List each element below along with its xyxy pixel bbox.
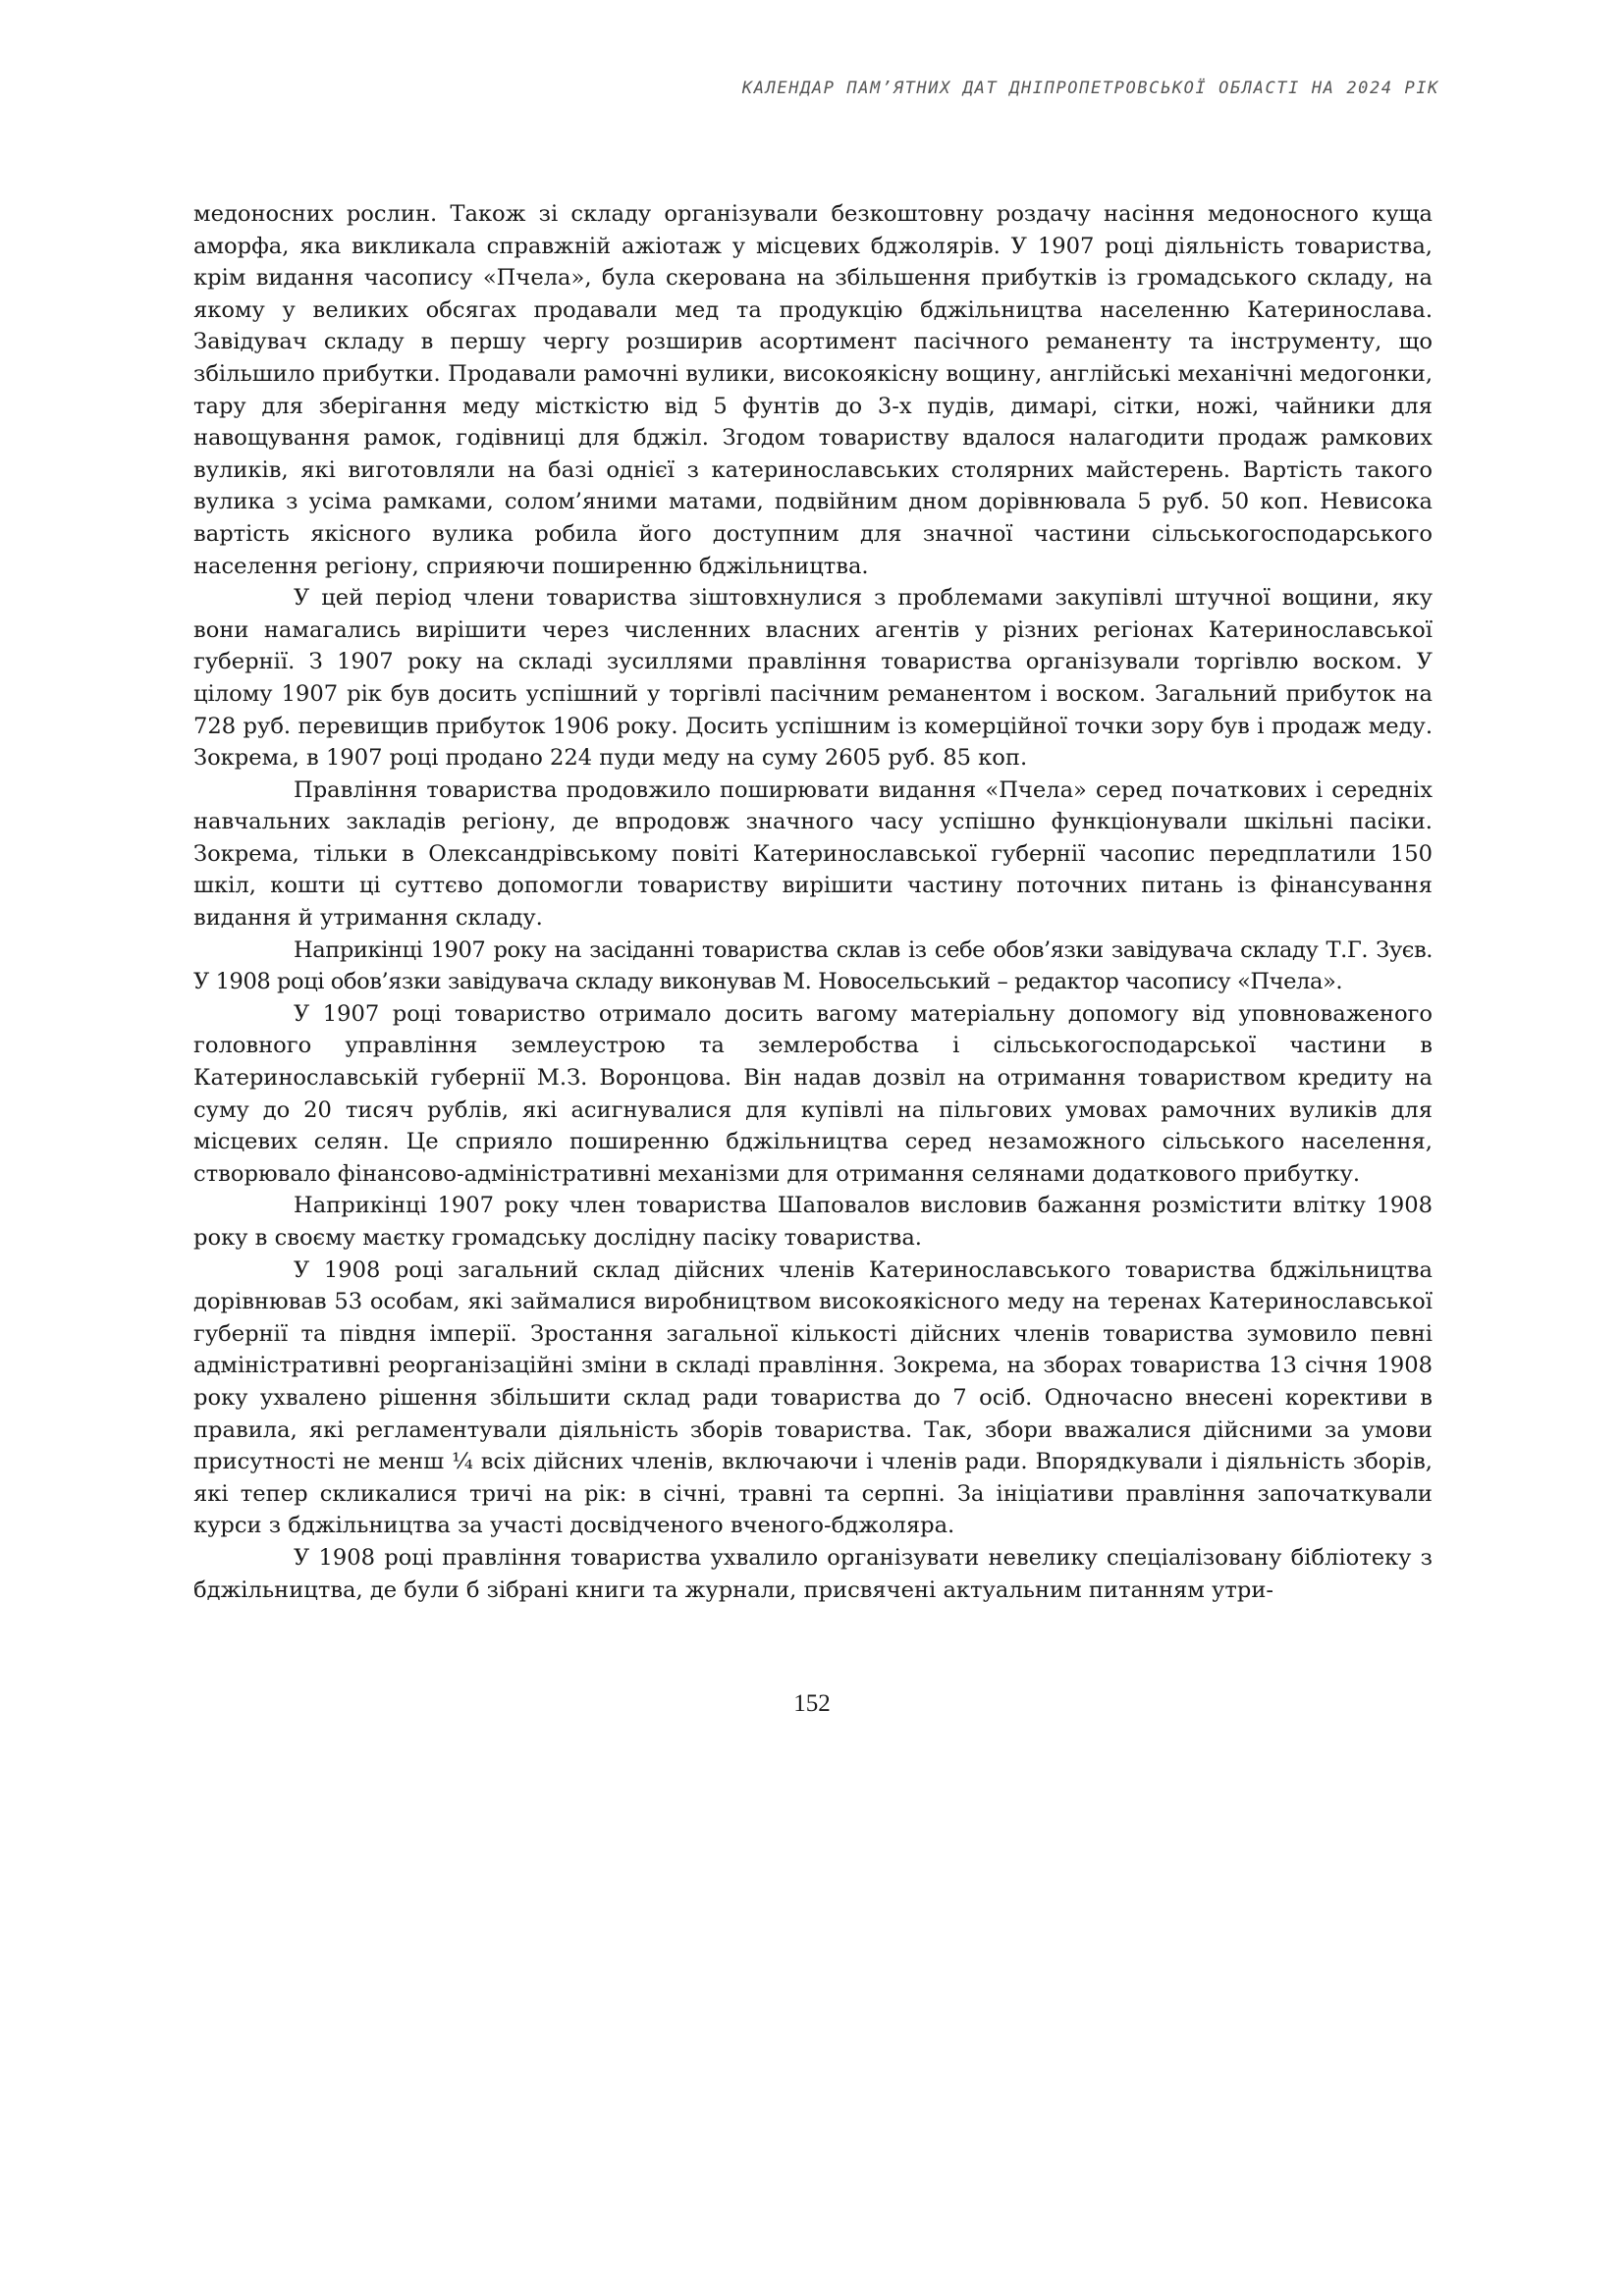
page-number: 152 (793, 1690, 831, 1717)
running-header: КАЛЕНДАР ПАМ’ЯТНИХ ДАТ ДНІПРОПЕТРОВСЬКОЇ ОБЛАСТІ НА 2024 РІК (741, 79, 1439, 98)
paragraph: медоносних рослин. Також зі складу організували безкоштовну роздачу насіння медоносного куща аморфа, яка викликала справжній ажіотаж у місцевих бджолярів. У 1907 році діяльність товариства, крім видання часопису «Пчела», була скерована на збільшення прибутків із громадського складу, на якому у великих обсягах продавали мед та продукцію бджільництва населенню Катеринослава. Завідувач складу в першу чергу розширив асортимент пасічного реманенту та інструменту, що збільшило прибутки. Продавали рамочні вулики, високоякісну вощину, англійські механічні медогонки, тару для зберігання меду місткістю від 5 фунтів до 3-х пудів, димарі, сітки, ножі, чайники для навощування рамок, годівниці для бджіл. Згодом товариству вдалося налагодити продаж рамкових вуликів, які виготовляли на базі однієї з катеринославських столярних майстерень. Вартість такого вулика з усіма рамками, солом’яними матами, подвійним дном дорівнювала 5 руб. 50 коп. Невисока вартість якісного вулика робила його доступним для значної частини сільськогосподарського населення регіону, сприяючи поширенню бджільництва. (193, 201, 1433, 579)
paragraph: Наприкінці 1907 року на засіданні товариства склав із себе обов’язки завідувача складу Т.Г. Зуєв. У 1908 році обов’язки завідувача складу виконував М. Новосельський – редактор часопису «Пчела». (193, 936, 1433, 995)
paragraph: У 1908 році правління товариства ухвалило організувати невелику спеціалізовану бібліотеку з бджільництва, де були б зібрані книги та журнали, присвячені актуальним питанням утри- (193, 1544, 1433, 1603)
paragraph: Наприкінці 1907 року член товариства Шаповалов висловив бажання розмістити влітку 1908 року в своєму маєтку громадську дослідну пасіку товариства. (193, 1193, 1433, 1251)
paragraph: У 1908 році загальний склад дійсних членів Катеринославського товариства бджільництва дорівнював 53 особам, які займалися виробництвом високоякісного меду на теренах Катеринославської губернії та півдня імперії. Зростання загальної кількості дійсних членів товариства зумовило певні адміністративні реорганізаційні зміни в складі правління. Зокрема, на зборах товариства 13 січня 1908 року ухвалено рішення збільшити склад ради товариства до 7 осіб. Одночасно внесені корективи в правила, які регламентували діяльність зборів товариства. Так, збори вважалися дійсними за умови присутності не менш ¼ всіх дійсних членів, включаючи і членів ради. Впорядкували і діяльність зборів, які тепер скликалися тричі на рік: в січні, травні та серпні. За ініціативи правління започаткували курси з бджільництва за участі досвідченого вченого-бджоляра. (193, 1256, 1433, 1539)
paragraph: У цей період члени товариства зіштовхнулися з проблемами закупівлі штучної вощини, яку вони намагались вирішити через численних власних агентів у різних регіонах Катеринославської губернії. З 1907 року на складі зусиллями правління товариства організували торгівлю воском. У цілому 1907 рік був досить успішний у торгівлі пасічним реманентом і воском. Загальний прибуток на 728 руб. перевищив прибуток 1906 року. Досить успішним із комерційної точки зору був і продаж меду. Зокрема, в 1907 році продано 224 пуди меду на суму 2605 руб. 85 коп. (193, 585, 1433, 772)
paragraph: У 1907 році товариство отримало досить вагому матеріальну допомогу від уповноваженого головного управління землеустрою та землеробства і сільськогосподарської частини в Катеринославській губернії М.З. Воронцова. Він надав дозвіл на отримання товариством кредиту на суму до 20 тисяч рублів, які асигнувалися для купівлі на пільгових умовах рамочних вуликів для місцевих селян. Це сприяло поширенню бджільництва серед незаможного сільського населення, створювало фінансово-адміністративні механізми для отримання селянами додаткового прибутку. (193, 1000, 1433, 1187)
body-text (193, 198, 1433, 1606)
paragraph: Правління товариства продовжило поширювати видання «Пчела» серед початкових і середніх навчальних закладів регіону, де впродовж значного часу успішно функціонували шкільні пасіки. Зокрема, тільки в Олександрівському повіті Катеринославської губернії часопис передплатили 150 шкіл, кошти ці суттєво допомогли товариству вирішити частину поточних питань із фінансування видання й утримання складу. (193, 776, 1433, 932)
